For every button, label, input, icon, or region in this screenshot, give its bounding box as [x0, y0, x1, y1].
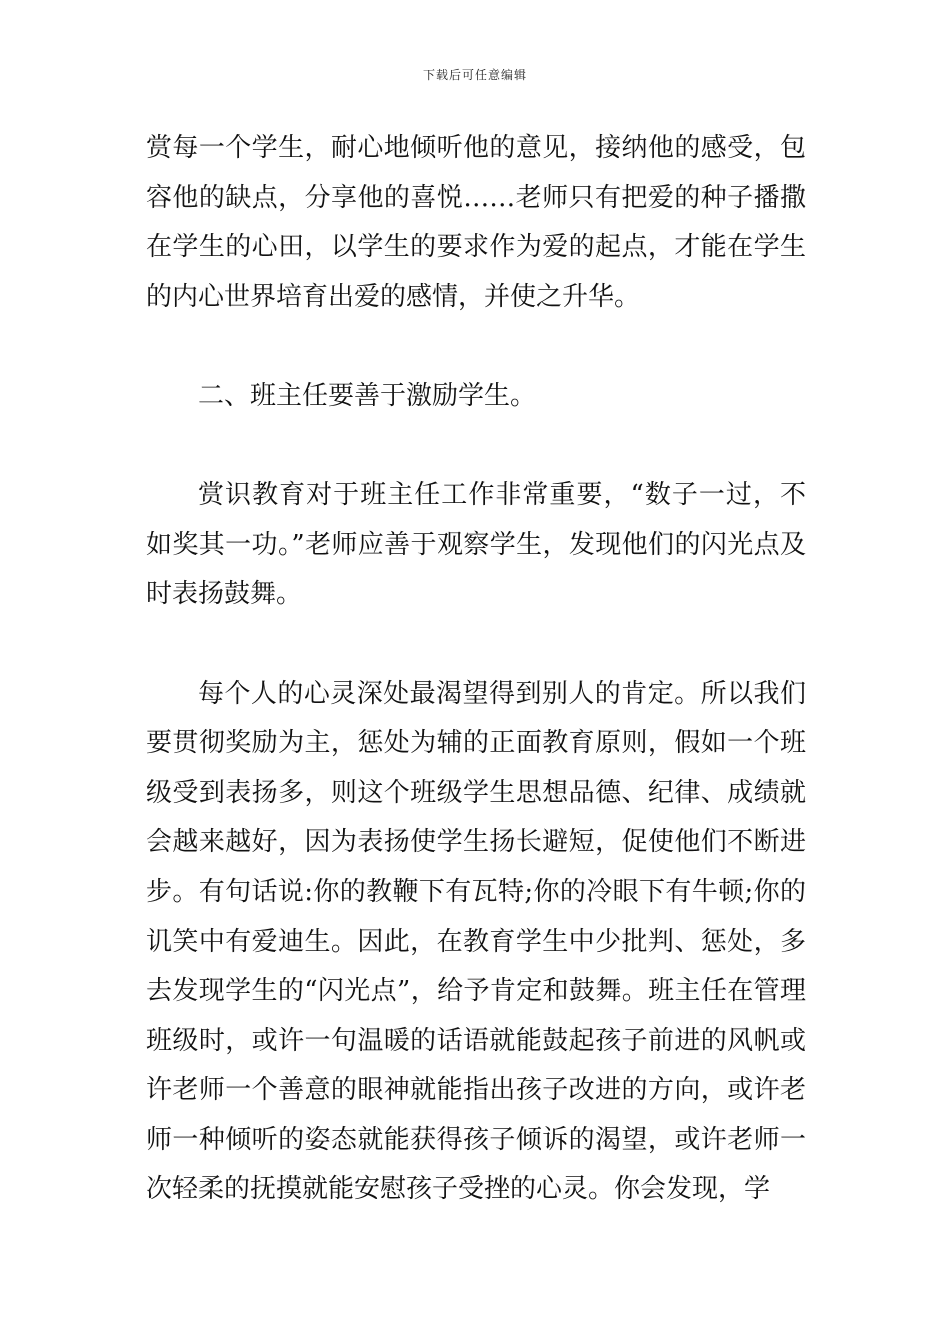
- paragraph: 每个人的心灵深处最渴望得到别人的肯定。所以我们要贯彻奖励为主，惩处为辅的正面教育原则，假如一个班级受到表扬多，则这个班级学生思想品德、纪律、成绩就会越来越好，因为表扬使学生扬长避短，促使他们不断进步。有句话说:你的教鞭下有瓦特;你的冷眼下有牛顿;你的讥笑中有爱迪生。因此，在教育学生中少批判、惩处，多去发现学生的“闪光点”，给予肯定和鼓舞。班主任在管理班级时，或许一句温暖的话语就能鼓起孩子前进的风帆或许老师一个善意的眼神就能指出孩子改进的方向，或许老师一种倾听的姿态就能获得孩子倾诉的渴望，或许老师一次轻柔的抚摸就能安慰孩子受挫的心灵。你会发现，学: [146, 678, 806, 1205]
- paragraph-continuation: 赏每一个学生，耐心地倾听他的意见，接纳他的感受，包容他的缺点，分享他的喜悦……老师只有把爱的种子播撒在学生的心田，以学生的要求作为爱的起点，才能在学生的内心世界培育出爱的感情，并使之升华。: [146, 133, 806, 312]
- paragraph: 赏识教育对于班主任工作非常重要，“数子一过，不如奖其一功。”老师应善于观察学生，发现他们的闪光点及时表扬鼓舞。: [146, 480, 806, 610]
- section-heading: 二、班主任要善于激励学生。: [198, 380, 537, 411]
- document-body: [146, 124, 806, 1215]
- page-header: 下载后可任意编辑: [422, 68, 527, 82]
